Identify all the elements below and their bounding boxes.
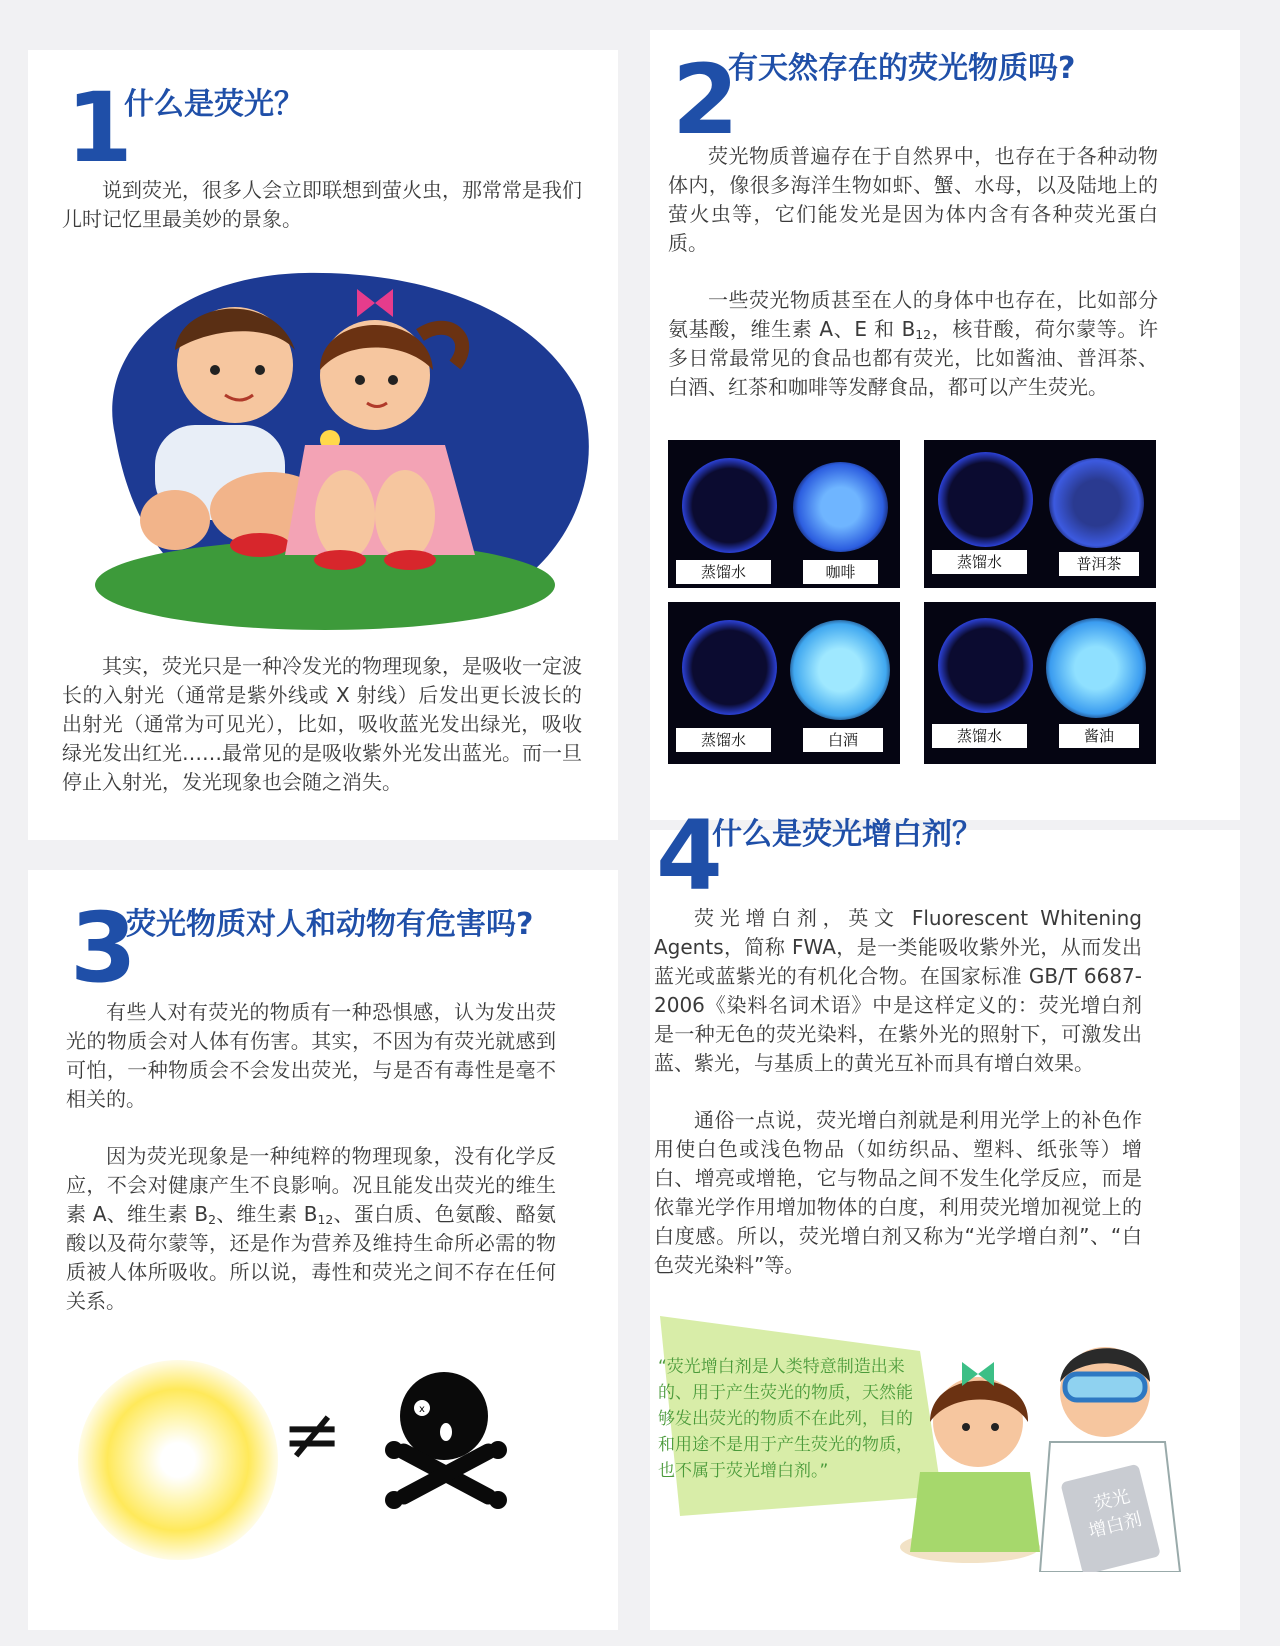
section2-title: 有天然存在的荧光物质吗?	[728, 51, 1076, 86]
section3-para2-part-b: 、维生素 B	[215, 1202, 318, 1226]
section4-text	[654, 904, 1142, 1308]
section2-para2	[668, 286, 1158, 402]
label-right: 酱油	[1059, 724, 1139, 748]
label-left: 蒸馏水	[932, 724, 1027, 748]
section3-number: 3	[70, 892, 137, 1004]
label-right: 咖啡	[803, 560, 878, 584]
uv-photo-puer-tea	[924, 440, 1156, 588]
children-fireflies-illustration	[75, 255, 595, 645]
section1-para2: 其实，荧光只是一种冷发光的物理现象，是吸收一定波长的入射光（通常是紫外线或 X 射线）后发出更长波长的出射光（通常为可见光），比如，吸收蓝光发出绿光，吸收绿光发出红光……最常见的是吸收紫外光发出蓝光。而一旦停止入射光，发光现象也会随之消失。	[62, 654, 582, 794]
section2-para1: 荧光物质普遍存在于自然界中，也存在于各种动物体内，像很多海洋生物如虾、蟹、水母，以及陆地上的萤火虫等，它们能发光是因为体内含有各种荧光蛋白质。	[668, 144, 1158, 255]
quote-text: “荧光增白剂是人类特意制造出来的、用于产生荧光的物质，天然能够发出荧光的物质不在此列，目的和用途不是用于产生荧光的物质，也不属于荧光增白剂。”	[658, 1357, 913, 1481]
section2-para2-part-a: 一些荧光物质甚至在人的身体中也存在，比如部分氨基酸，维生素 A、E 和 B	[668, 288, 1158, 341]
dish-sample	[790, 620, 890, 720]
section3-text	[66, 998, 556, 1344]
label-right: 普洱茶	[1059, 552, 1139, 576]
scientist-girl-illustration	[900, 1322, 1190, 1572]
label-left: 蒸馏水	[676, 560, 771, 584]
section1-para1: 说到荧光，很多人会立即联想到萤火虫，那常常是我们儿时记忆里最美妙的景象。	[62, 178, 582, 231]
label-left: 蒸馏水	[932, 550, 1027, 574]
section1-number: 1	[66, 72, 133, 184]
bag-label-line1: 荧光	[1092, 1485, 1133, 1516]
section2-text	[668, 142, 1158, 430]
section3-para2	[66, 1142, 556, 1316]
dish-distilled-water	[682, 620, 777, 715]
section3-title: 荧光物质对人和动物有危害吗?	[126, 907, 534, 942]
uv-photo-soy-sauce	[924, 602, 1156, 764]
section4-para1: 荧光增白剂，英文 Fluorescent Whitening Agents，简称 FWA，是一类能吸收紫外光，从而发出蓝光或蓝紫光的有机化合物。在国家标准 GB/T 6687-2006《染料名词术语》中是这样定义的：荧光增白剂是一种无色的荧光染料，在紫外光的照射下，可激发出蓝、紫光，与基质上的黄光互补而具有增白效果。	[654, 906, 1142, 1075]
section3-para1: 有些人对有荧光的物质有一种恐惧感，认为发出荧光的物质会对人体有伤害。其实，不因为有荧光就感到可怕，一种物质会不会发出荧光，与是否有毒性是毫不相关的。	[66, 1000, 556, 1111]
section3-para2-subscript-2: 12	[317, 1212, 334, 1228]
dish-distilled-water	[938, 618, 1033, 713]
section1-text-intro	[62, 176, 582, 262]
svg-text:x: x	[419, 1404, 425, 1415]
sun-glow-icon	[78, 1360, 278, 1560]
section4-para2: 通俗一点说，荧光增白剂就是利用光学上的补色作用使白色或浅色物品（如纺织品、塑料、纸张等）增白、增亮或增艳，它与物品之间不发生化学反应，而是依靠光学作用增加物体的白度，利用荧光增加视觉上的白度感。所以，荧光增白剂又称为“光学增白剂”、“白色荧光染料”等。	[654, 1108, 1142, 1277]
uv-photo-coffee	[668, 440, 900, 588]
section2-para2-subscript: 12	[915, 327, 932, 343]
uv-photo-grid	[668, 440, 1156, 770]
label-right: 白酒	[803, 728, 883, 752]
skull-crossbones-icon	[382, 1368, 512, 1518]
section1-text-main	[62, 652, 582, 825]
dish-distilled-water	[682, 458, 777, 553]
dish-sample	[1049, 458, 1144, 548]
section2-number: 2	[672, 44, 739, 156]
uv-photo-baijiu	[668, 602, 900, 764]
bag-label-line2: 增白剂	[1086, 1508, 1144, 1543]
section2-para2-part-b: ，核苷酸，荷尔蒙等。许多日常最常见的食品也都有荧光，比如酱油、普洱茶、白酒、红茶和咖啡等发酵食品，都可以产生荧光。	[668, 317, 1158, 399]
dish-sample	[1046, 618, 1146, 718]
dish-distilled-water	[938, 452, 1033, 547]
section3-para2-subscript-1: 2	[208, 1212, 216, 1228]
section4-title: 什么是荧光增白剂？	[712, 817, 982, 852]
not-equal-sign: ≠	[282, 1392, 343, 1476]
section3-para2-part-c: 、蛋白质、色氨酸、酪氨酸以及荷尔蒙等，还是作为营养及维持生命所必需的物质被人体所吸收。所以说，毒性和荧光之间不存在任何关系。	[66, 1202, 557, 1313]
dish-sample	[793, 462, 888, 552]
section1-title: 什么是荧光？	[124, 87, 304, 122]
label-left: 蒸馏水	[676, 728, 771, 752]
section3-para2-part-a: 因为荧光现象是一种纯粹的物理现象，没有化学反应，不会对健康产生不良影响。况且能发出荧光的维生素 A、维生素 B	[66, 1144, 556, 1226]
section4-number: 4	[656, 800, 723, 912]
